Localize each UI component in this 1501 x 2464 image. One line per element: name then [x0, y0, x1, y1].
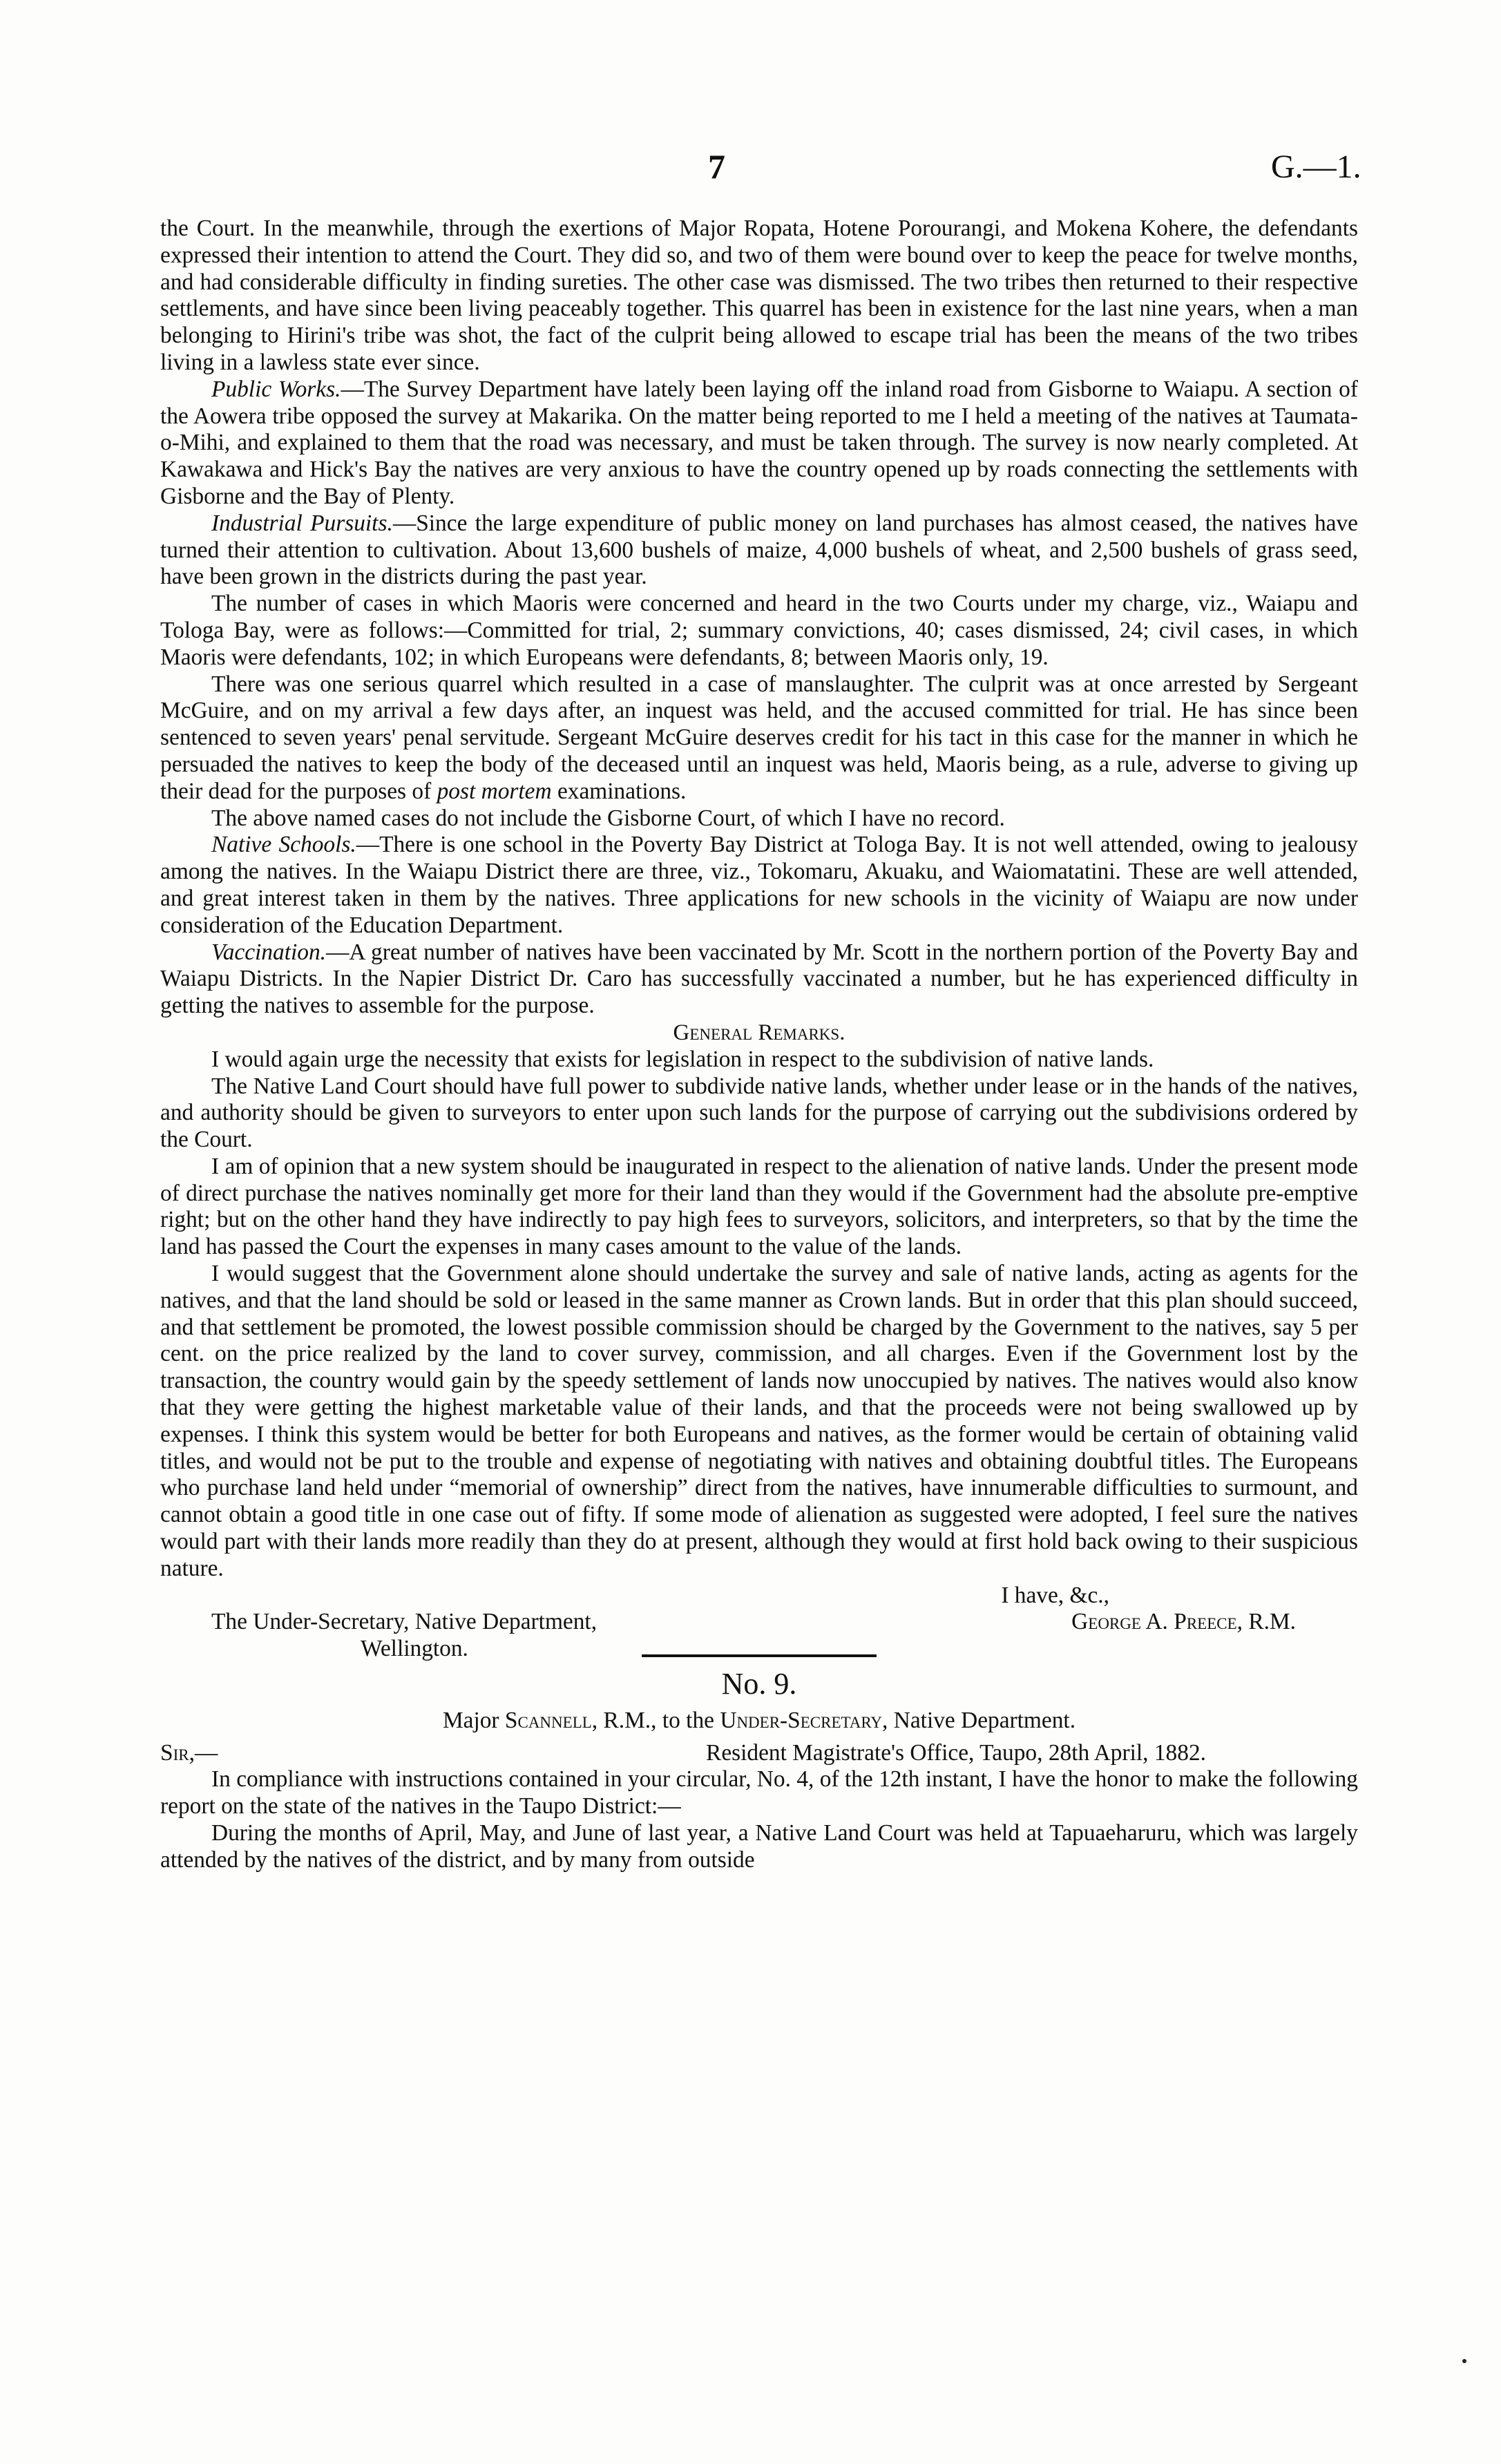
- addressee: The Under-Secretary, Native Department,: [211, 1609, 597, 1635]
- heading-text: , Native Department.: [882, 1707, 1076, 1733]
- closing-line: I have, &c.,: [1001, 1582, 1109, 1608]
- section-heading-general-remarks: General Remarks.: [673, 1020, 845, 1045]
- paragraph: the Court. In the meanwhile, through the exertions of Major Ropata, Hotene Porourangi, and Mokena Kohere, the defendants expressed their intention to attend the Court. They did so, and two of them were bound over to keep the peace for twelve months, and had considerable difficulty in finding sureties. The other case was dismissed. The two tribes then returned to their respective settlements, and have since been living peaceably together. This quarrel has been in existence for the last nine years, when a man belonging to Hirini's tribe was shot, the fact of the culprit being allowed to escape trial has been the means of the two tribes living in a lawless state ever since.: [160, 216, 1358, 375]
- heading-text: Major: [442, 1707, 499, 1733]
- paragraph-text: examinations.: [557, 778, 687, 804]
- paragraph-public-works: [160, 376, 1358, 510]
- paragraph-gisborne-court: The above named cases do not include the Gisborne Court, of which I have no record.: [211, 805, 1005, 831]
- paragraph-text: —There is one school in the Poverty Bay District at Tologa Bay. It is not well attended, owing to jealousy among the natives. In the Waiapu District there are three, viz., Tokomaru, Akuaku, and Waiomatatini. These are well attended, and great interest taken in them by the natives. Three applications for new schools in the vicinity of Waiapu are now under consideration of the Education Department.: [160, 832, 1358, 938]
- salutation-row: [160, 1740, 1358, 1767]
- salutation: Sir,—: [160, 1739, 218, 1766]
- paragraph-text: There was one serious quarrel which resulted in a case of manslaughter. The culprit was at once arrested by Sergeant McGuire, and on my arrival a few days after, an inquest was held, and the accused committed for trial. He has since been sentenced to seven years' penal servitude. Sergeant McGuire deserves credit for his tact in this case for the manner in which he persuaded the natives to keep the body of the deceased until an inquest was held, Maoris being, as a rule, adverse to giving up their dead for the purposes of: [160, 671, 1358, 804]
- recipient: Under-Secretary: [720, 1707, 883, 1733]
- paragraph-manslaughter: [160, 671, 1358, 805]
- heading-text: , R.M., to the: [591, 1707, 714, 1733]
- author-name: Scannell: [504, 1707, 592, 1733]
- paragraph-text: —Since the large expenditure of public money on land purchases has almost ceased, the natives have turned their attention to cultivation. About 13,600 bushels of maize, 4,000 bushels of wheat, and 2,500 bushels of grass seed, have been grown in the districts during the past year.: [160, 510, 1358, 590]
- letter-number: No. 9.: [721, 1667, 797, 1701]
- page-number: 7: [708, 147, 725, 186]
- paragraph-text: —A great number of natives have been vaccinated by Mr. Scott in the northern portion of the Poverty Bay and Waiapu Districts. In the Napier District Dr. Caro has successfully vaccinated a number, but he has experienced difficulty in getting the natives to assemble for the purpose.: [160, 939, 1358, 1019]
- italic-phrase: post mortem: [437, 778, 552, 804]
- paragraph-text: —The Survey Department have lately been laying off the inland road from Gisborne to Waiapu. A section of the Aowera tribe opposed the survey at Makarika. On the matter being reported to me I held a meeting of the natives at Taumata-o-Mihi, and explained to them that the road was necessary, and must be taken through. The survey is now nearly completed. At Kawakawa and Hick's Bay the natives are very anxious to have the country opened up by roads connecting the settlements with Gisborne and the Bay of Plenty.: [160, 376, 1358, 509]
- section-divider-wrap: [160, 1649, 1358, 1657]
- section-label: Native Schools.: [211, 832, 356, 858]
- signature: George A. Preece, R.M.: [1071, 1609, 1296, 1635]
- paragraph: In compliance with instructions contained in your circular, No. 4, of the 12th instant, I have the honor to make the following report on the state of the natives in the Taupo District:—: [160, 1766, 1358, 1820]
- paragraph-case-statistics: The number of cases in which Maoris were concerned and heard in the two Courts under my charge, viz., Waiapu and Tologa Bay, were as follows:—Committed for trial, 2; summary convictions, 40; cases dismissed, 24; civil cases, in which Maoris were defendants, 102; in which Europeans were defendants, 8; between Maoris only, 19.: [160, 591, 1358, 670]
- margin-mark: [1462, 2359, 1466, 2363]
- paragraph: I am of opinion that a new system should be inaugurated in respect to the alienation of native lands. Under the present mode of direct purchase the natives nominally get more for their land than they would if the Government had the absolute pre-emptive right; but on the other hand they have indirectly to pay high fees to surveyors, solicitors, and interpreters, so that by the time the land has passed the Court the expenses in many cases amount to the value of the lands.: [160, 1153, 1358, 1260]
- series-reference: G.—1.: [1271, 149, 1361, 185]
- paragraph: The Native Land Court should have full power to subdivide native lands, whether under lease or in the hands of the natives, and authority should be given to surveyors to enter upon such lands for the purpose of carrying out the subdivisions ordered by the Court.: [160, 1073, 1358, 1153]
- section-label: Public Works.: [211, 376, 341, 402]
- letter-heading: [160, 1708, 1358, 1735]
- paragraph: During the months of April, May, and June of last year, a Native Land Court was held at Tapuaeharuru, which was largely attended by the natives of the district, and by many from outside: [160, 1820, 1358, 1873]
- section-divider: [642, 1654, 877, 1657]
- section-label: Industrial Pursuits.: [211, 510, 393, 536]
- section-label: Vaccination.: [211, 939, 326, 965]
- paragraph-native-schools: [160, 832, 1358, 939]
- paragraph-industrial-pursuits: [160, 510, 1358, 591]
- paragraph: I would suggest that the Government alone should undertake the survey and sale of native lands, acting as agents for the natives, and that the land should be sold or leased in the same manner as Crown lands. But in order that this plan should succeed, and that settlement be promoted, the lowest possible commission should be charged by the Government to the natives, say 5 per cent. on the price realized by the land to cover survey, commission, and all charges. Even if the Government lost by the transaction, the country would gain by the speedy settlement of lands now unoccupied by natives. The natives would also know that they were getting the highest marketable value of their lands, and that the proceeds were not being swallowed up by expenses. I think this system would be better for both Europeans and natives, as the former would be certain of obtaining valid titles, and would not be put to the trouble and expense of negotiating with natives and obtaining doubtful titles. The Europeans who purchase land held under “memorial of ownership” direct from the natives, have innumerable difficulties to surmount, and cannot obtain a good title in one case out of fifty. If some mode of alienation as suggested were adopted, I feel sure the natives would part with their lands more readily than they do at present, although they would at first hold back owing to their suspicious nature.: [160, 1261, 1358, 1581]
- paragraph-vaccination: [160, 939, 1358, 1020]
- location-date: Resident Magistrate's Office, Taupo, 28th April, 1882.: [706, 1739, 1206, 1766]
- report-body: [160, 216, 1358, 1874]
- addressee-city: Wellington.: [361, 1636, 468, 1662]
- paragraph: I would again urge the necessity that exists for legislation in respect to the subdivision of native lands.: [211, 1046, 1154, 1072]
- signature-row: [160, 1609, 1358, 1636]
